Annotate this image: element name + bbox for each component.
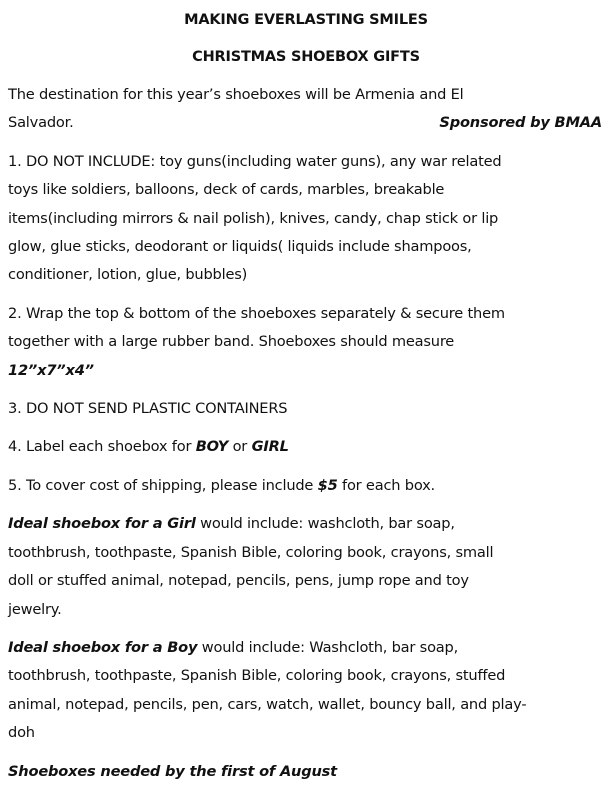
deadline-text: Shoeboxes needed by the first of August bbox=[8, 762, 337, 780]
rule-5-line bbox=[8, 472, 604, 500]
shoebox-dimensions: 12”x7”x4” bbox=[8, 361, 94, 379]
destination-country: Salvador. bbox=[8, 114, 74, 132]
girl-line: jewelry. bbox=[8, 600, 62, 618]
girl-shoebox-paragraph bbox=[8, 510, 604, 624]
girl-line-1-rest: would include: washcloth, bar soap, bbox=[195, 515, 455, 533]
shipping-amount: $5 bbox=[317, 476, 338, 494]
rule-4-prefix: 4. Label each shoebox for bbox=[8, 438, 196, 456]
destination-line-1: The destination for this year’s shoeboxes will be Armenia and El bbox=[8, 86, 464, 103]
rule-1-line: items(including mirrors & nail polish), knives, candy, chap stick or lip bbox=[8, 209, 499, 227]
rule-5-suffix: for each box. bbox=[337, 476, 435, 494]
title-making-everlasting-smiles: MAKING EVERLASTING SMILES bbox=[184, 12, 428, 28]
sponsor-label: Sponsored by BMAA bbox=[439, 114, 602, 132]
rule-2-line: 2. Wrap the top & bottom of the shoeboxes separately & secure them bbox=[8, 304, 505, 322]
rule-1-line: glow, glue sticks, deodorant or liquids( liquids include shampoos, bbox=[8, 238, 472, 256]
rule-1-line: 1. DO NOT INCLUDE: toy guns(including water guns), any war related bbox=[8, 152, 502, 170]
boy-label: BOY bbox=[195, 438, 229, 456]
boy-heading: Ideal shoebox for a Boy bbox=[8, 638, 198, 656]
rule-2-line: together with a large rubber band. Shoeboxes should measure bbox=[8, 333, 455, 351]
rule-2-wrap bbox=[8, 300, 604, 385]
rule-5-prefix: 5. To cover cost of shipping, please include bbox=[8, 476, 318, 494]
boy-shoebox-paragraph bbox=[8, 634, 604, 748]
girl-label: GIRL bbox=[251, 438, 289, 456]
rule-4-label bbox=[8, 433, 604, 461]
rule-5-shipping bbox=[8, 472, 604, 500]
girl-line: doll or stuffed animal, notepad, pencils, pens, jump rope and toy bbox=[8, 572, 469, 590]
boy-line-1-rest: would include: Washcloth, bar soap, bbox=[197, 638, 459, 656]
girl-line-1 bbox=[8, 510, 604, 538]
destination-paragraph bbox=[8, 81, 604, 138]
rule-4-or: or bbox=[228, 438, 252, 456]
boy-line: animal, notepad, pencils, pen, cars, watch, wallet, bouncy ball, and play- bbox=[8, 695, 527, 713]
rule-3-no-plastic bbox=[8, 395, 604, 423]
deadline-paragraph bbox=[8, 758, 604, 786]
rule-3-line: 3. DO NOT SEND PLASTIC CONTAINERS bbox=[8, 400, 288, 418]
girl-line: toothbrush, toothpaste, Spanish Bible, coloring book, crayons, small bbox=[8, 543, 494, 561]
rule-1-do-not-include bbox=[8, 148, 604, 290]
girl-heading: Ideal shoebox for a Girl bbox=[8, 515, 196, 533]
boy-line: toothbrush, toothpaste, Spanish Bible, coloring book, crayons, stuffed bbox=[8, 667, 506, 685]
boy-line: doh bbox=[8, 724, 35, 742]
rule-4-line bbox=[8, 433, 604, 461]
title-christmas-shoebox-gifts: CHRISTMAS SHOEBOX GIFTS bbox=[192, 49, 420, 65]
rule-1-line: toys like soldiers, balloons, deck of cards, marbles, breakable bbox=[8, 181, 445, 199]
destination-line-2 bbox=[8, 109, 604, 137]
boy-line-1 bbox=[8, 634, 604, 662]
rule-1-line: conditioner, lotion, glue, bubbles) bbox=[8, 266, 248, 284]
